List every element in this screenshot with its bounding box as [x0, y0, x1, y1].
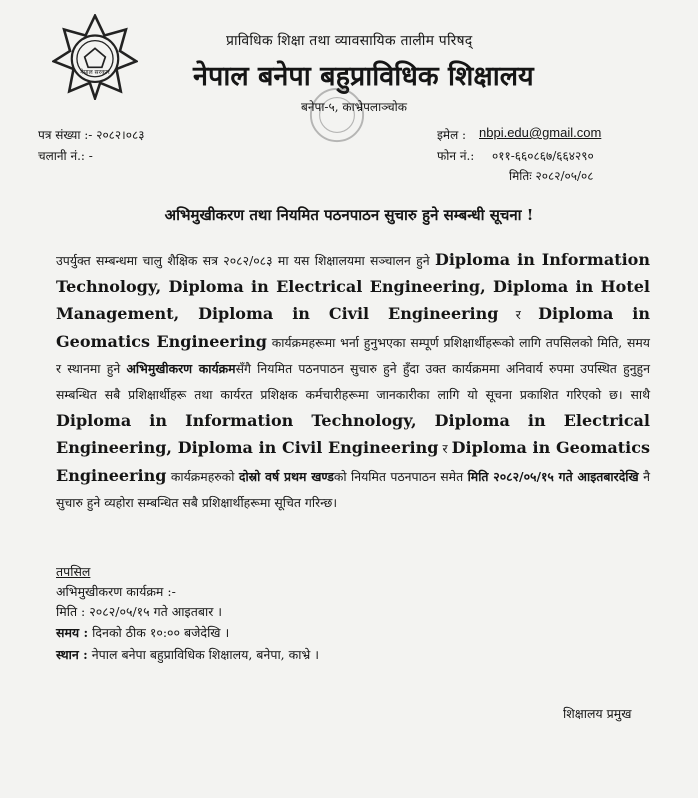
course-geomatics: Diploma in Geomatics Engineering	[56, 438, 650, 485]
course-geomatics: Diploma in Geomatics Engineering	[56, 304, 651, 351]
body-text: सँगै नियमित पठनपाठन सुचारु हुने हुँदा उक्त कार्यक्रममा अनिवार्य रुपमा उपस्थित हुनुहुन सम्बन्धित सबै प्रशिक्षार्थीहरू तथा कार्यरत प्रशिक्षक कर्मचारीहरूमा जानकारीका लागि यो सूचना प्रकाशित गरिएको छ। साथै	[56, 360, 650, 403]
semester-label: दोस्रो वर्ष प्रथम खण्ड	[238, 468, 334, 484]
letter-date	[509, 167, 594, 184]
detail-date-value: २०८२/०५/१५ गते आइतबार ।	[89, 604, 223, 619]
dispatch-number	[38, 147, 93, 164]
start-date: मिति २०८२/०५/१५ गते आइतबारदेखि	[467, 468, 639, 484]
phone-label: फोन नं.:	[437, 149, 475, 163]
dispatch-label: चलानी नं.:	[38, 149, 85, 163]
detail-time-label: समय :	[56, 625, 89, 640]
program-label: अभिमुखीकरण कार्यक्रम :-	[56, 584, 176, 599]
reference-value: २०८२।०८३	[96, 128, 145, 142]
orientation-program: अभिमुखीकरण कार्यक्रम	[126, 360, 236, 376]
detail-venue-value: नेपाल बनेपा बहुप्राविधिक शिक्षालय, बनेपा, काभ्रे ।	[91, 647, 319, 662]
reference-number	[38, 126, 144, 143]
course-list: Diploma in Information Technology, Diploma in Electrical Engineering, Diploma in Hotel Management, Diploma in Civil Engineering	[56, 250, 650, 324]
date-value: २०८२/०५/०८	[535, 169, 594, 183]
course-list: Diploma in Information Technology, Diploma in Electrical Engineering, Diploma in Civil Engineering	[56, 411, 650, 458]
institute-address: बनेपा-५, काभ्रेपलाञ्चोक	[301, 100, 407, 114]
council-name: प्राविधिक शिक्षा तथा व्यावसायिक तालीम परिषद्	[226, 33, 473, 49]
signatory-title: शिक्षालय प्रमुख	[563, 706, 632, 721]
detail-time	[56, 624, 229, 641]
government-emblem-icon	[52, 14, 138, 100]
phone-value: ०११-६६०८६७/६६४२९०	[492, 149, 594, 163]
conjunction: र	[442, 441, 448, 457]
email-link[interactable]: nbpi.edu@gmail.com	[479, 125, 602, 140]
detail-date-label: मिति :	[56, 604, 86, 619]
notice-subject: अभिमुखीकरण तथा नियमित पठनपाठन सुचारु हुने सम्बन्धी सूचना !	[164, 206, 534, 224]
body-text: को नियमित पठनपाठन समेत	[333, 468, 464, 484]
detail-date	[56, 603, 222, 620]
body-text: कार्यक्रमहरूमा भर्ना हुनुभएका सम्पूर्ण प्रशिक्षार्थीहरूको लागि तपसिलको मिति, समय र स्थानमा हुने	[56, 334, 650, 376]
detail-time-value: दिनको ठीक १०:०० बजेदेखि ।	[92, 625, 230, 640]
date-label: मितिः	[509, 169, 532, 183]
detail-venue	[56, 646, 319, 663]
institute-name: नेपाल बनेपा बहुप्राविधिक शिक्षालय	[193, 61, 534, 92]
emblem-text: नेपाल सरकार	[80, 69, 110, 77]
reference-label: पत्र संख्या :-	[38, 128, 93, 142]
email-label: इमेल :	[437, 128, 467, 142]
body-text: कार्यक्रमहरुको	[170, 468, 235, 484]
body-text: उपर्युक्त सम्बन्धमा चालु शैक्षिक सत्र २०८२/०८३ मा यस शिक्षालयमा सञ्चालन हुने	[56, 253, 430, 268]
office-stamp-icon	[308, 86, 366, 144]
dispatch-value: -	[88, 149, 93, 163]
detail-venue-label: स्थान :	[56, 647, 88, 662]
conjunction: र	[515, 307, 521, 323]
notice-body	[56, 247, 650, 516]
details-heading: तपसिल	[56, 564, 91, 579]
body-text: नै सुचारु हुने व्यहोरा सम्बन्धित सबै प्रशिक्षार्थीहरूमा सूचित गरिन्छ।	[56, 468, 650, 510]
